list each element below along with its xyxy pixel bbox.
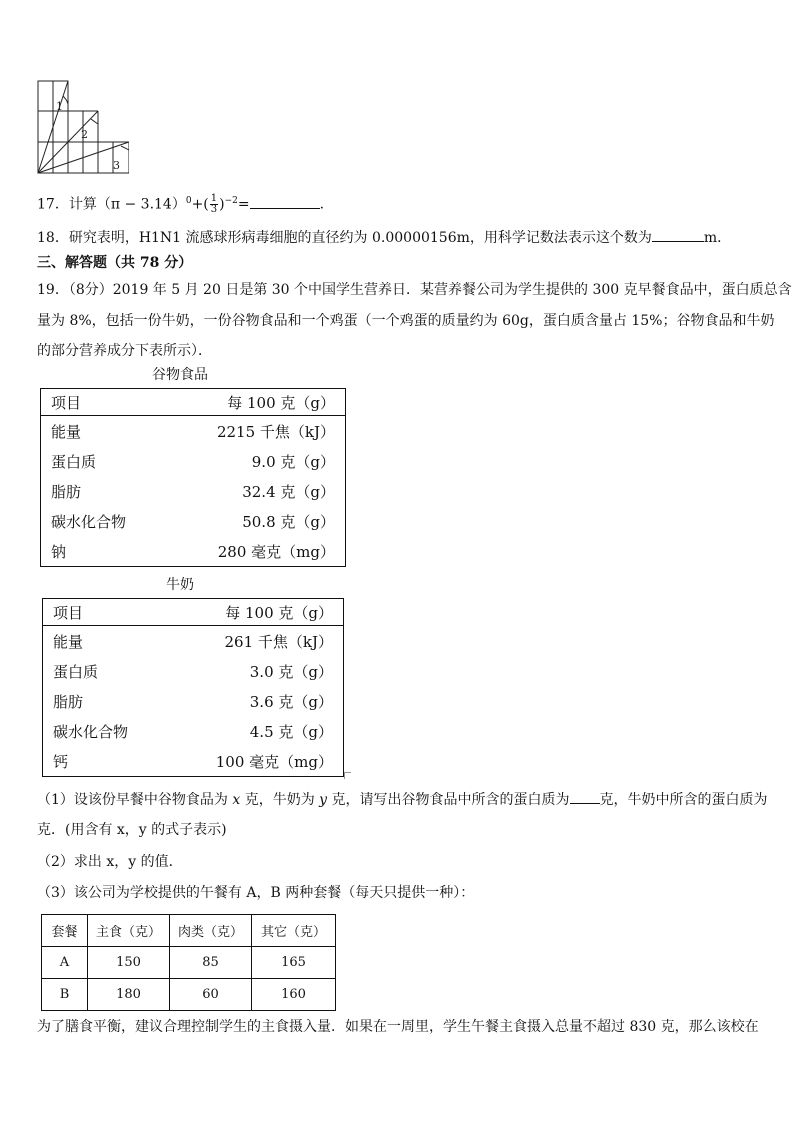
table-row: 脂肪 3.6 克（g） — [53, 692, 333, 711]
table-header-row: 项目 每 100 克（g） — [43, 599, 344, 626]
question-19-continuation: 为了膳食平衡，建议合理控制学生的主食摄入量．如果在一周里，学生午餐主食摄入总量不超过 830 克，那么该校在 — [37, 1019, 759, 1035]
table-row: 能量 261 千焦（kJ） — [53, 632, 333, 651]
milk-table-caption: 牛奶 — [166, 577, 194, 593]
answer-blank-18[interactable] — [652, 241, 704, 242]
figure-label-3: 3 — [113, 159, 120, 172]
table-row: 钠 280 毫克（mg） — [51, 542, 335, 561]
table-row: 脂肪 32.4 克（g） — [51, 482, 335, 501]
question-17: 17．计算$(\pi - 3.14)^0+$( $\frac{1}{3}$ )$^{-2}$= . — [37, 193, 325, 216]
answer-blank-cereal-protein[interactable] — [570, 803, 600, 804]
table-row: 蛋白质 3.0 克（g） — [53, 662, 333, 681]
table-header-row: 项目 每 100 克（g） — [41, 389, 346, 416]
table-header-row: 套餐 主食（克） 肉类（克） 其它（克） — [42, 915, 336, 947]
table-row: B 180 60 160 — [42, 979, 336, 1011]
grid-figure — [37, 80, 129, 174]
question-18: 18．研究表明，H1N1 流感球形病毒细胞的直径约为 0.00000156m，用科学记数法表示这个数为 m． — [37, 230, 732, 246]
table-row: 蛋白质 9.0 克（g） — [51, 452, 335, 471]
section-title: 三、解答题（共 78 分） — [37, 255, 193, 271]
sub-question-2: （2）求出 x，y 的值． — [37, 854, 183, 870]
table-row: 碳水化合物 50.8 克（g） — [51, 512, 335, 531]
table-row: 钙 100 毫克（mg） — [53, 752, 333, 771]
fraction-one-third: $\frac{1}{3}$ — [210, 193, 218, 216]
sub-question-1: （1）设该份早餐中谷物食品为 x 克，牛奶为 y 克，请写出谷物食品中所含的蛋白质为 克，牛奶中所含的蛋白质为 — [37, 792, 768, 808]
question-19-line2: 量为 8%，包括一份牛奶，一份谷物食品和一个鸡蛋（一个鸡蛋的质量约为 60g，蛋白质含量占 15%；谷物食品和牛奶 — [37, 313, 775, 329]
cereal-table-caption: 谷物食品 — [152, 367, 208, 383]
table-row: A 150 85 165 — [42, 947, 336, 979]
question-19-line1: 19．（8分）2019 年 5 月 20 日是第 30 个中国学生营养日．某营养餐公司为学生提供的 300 克早餐食品中，蛋白质总含 — [37, 282, 792, 298]
sub-question-3: （3）该公司为学校提供的午餐有 A，B 两种套餐（每天只提供一种）： — [37, 885, 475, 901]
milk-nutrition-table — [42, 598, 344, 777]
meal-plan-table — [41, 914, 336, 1011]
table-row: 能量 2215 千焦（kJ） — [51, 422, 335, 441]
sub-question-1-line2: 克．(用含有 x，y 的式子表示) — [37, 822, 227, 838]
question-19-line3: 的部分营养成分下表所示）． — [37, 343, 212, 359]
figure-label-2: 2 — [81, 128, 88, 141]
answer-blank-17[interactable] — [250, 208, 320, 209]
figure-label-1: 1 — [56, 100, 63, 113]
table-row: 碳水化合物 4.5 克（g） — [53, 722, 333, 741]
table-corner-mark — [344, 772, 351, 779]
cereal-nutrition-table — [40, 388, 346, 567]
